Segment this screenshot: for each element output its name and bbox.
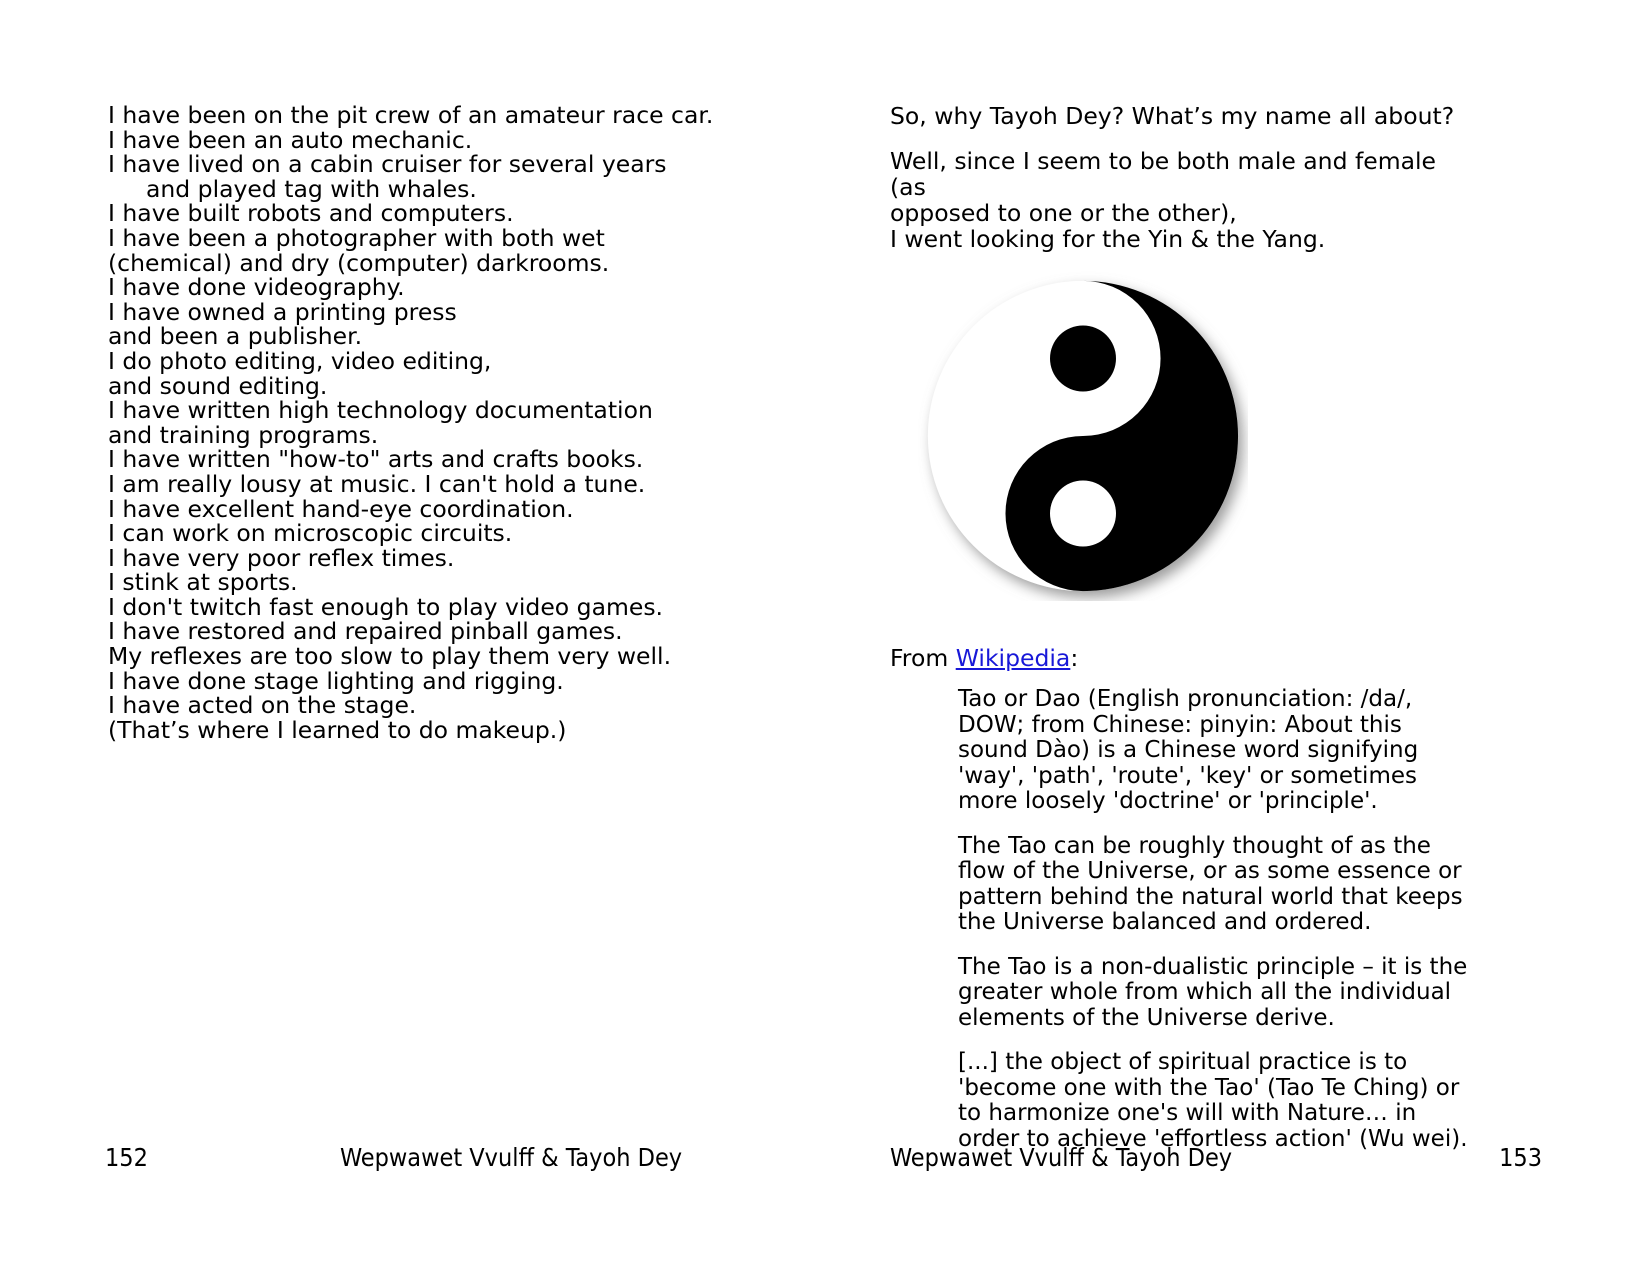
quote-paragraph: Tao or Dao (English pronunciation: /da/, DOW; from Chinese: pinyin: About this sound Dào) is a Chinese word signifying 'way', 'path', 'route', 'key' or sometimes more loosely 'doctrine' or 'principle'.	[958, 686, 1419, 814]
verse-line: I stink at sports.	[108, 568, 298, 597]
verse-line: I have very poor reflex times.	[108, 543, 455, 572]
wikipedia-quote-block	[958, 687, 1478, 1152]
verse-line: My reflexes are too slow to play them very well.	[108, 642, 672, 671]
left-page-body	[108, 103, 748, 742]
verse-line: I have excellent hand-eye coordination.	[108, 494, 574, 523]
verse-line: I have been a photographer with both wet	[108, 223, 605, 252]
verse-line: I have done videography.	[108, 273, 405, 302]
wikipedia-link[interactable]: Wikipedia	[955, 644, 1071, 672]
left-running-title: Wepwawet Vvulff & Tayoh Dey	[340, 1143, 683, 1172]
intro-line: opposed to one or the other),	[890, 199, 1237, 227]
verse-line: I have owned a printing press	[108, 297, 457, 326]
verse-list	[108, 103, 748, 742]
verse-line: I have written high technology documentation	[108, 396, 653, 425]
verse-line: and been a publisher.	[108, 322, 363, 351]
verse-line: I have restored and repaired pinball games.	[108, 617, 623, 646]
verse-line: I have built robots and computers.	[108, 199, 514, 228]
verse-line: I have been an auto mechanic.	[108, 125, 473, 154]
verse-line: (chemical) and dry (computer) darkrooms.	[108, 248, 610, 277]
verse-line: and sound editing.	[108, 371, 328, 400]
verse-line: and played tag with whales.	[146, 174, 477, 203]
right-page-number: 153	[1499, 1143, 1542, 1172]
source-prefix: From	[890, 644, 956, 672]
verse-line: I am really lousy at music. I can't hold a tune.	[108, 469, 646, 498]
right-page-body	[890, 103, 1470, 1171]
source-attribution	[890, 645, 1470, 671]
verse-line: I have acted on the stage.	[108, 691, 417, 720]
intro-paragraph	[890, 148, 1470, 252]
intro-line: I went looking for the Yin & the Yang.	[890, 225, 1326, 253]
quote-paragraph: [...] the object of spiritual practice is to 'become one with the Tao' (Tao Te Ching) or to harmonize one's will with Nature… in order to achieve 'effortless action' (Wu wei).	[958, 1049, 1468, 1152]
quote-paragraph: The Tao is a non-dualistic principle – it is the greater whole from which all the individual elements of the Universe derive.	[958, 953, 1468, 1031]
intro-paragraphs	[890, 103, 1470, 252]
intro-paragraph	[890, 103, 1470, 129]
verse-line: I have written "how-to" arts and crafts books.	[108, 445, 644, 474]
page-footer	[0, 1143, 1649, 1193]
verse-line: I have been on the pit crew of an amateur race car.	[108, 101, 714, 129]
verse-line: I can work on microscopic circuits.	[108, 519, 513, 548]
source-suffix: :	[1070, 644, 1079, 672]
verse-line: I have lived on a cabin cruiser for several years	[108, 150, 667, 179]
verse-line: I don't twitch fast enough to play video games.	[108, 592, 664, 621]
verse-line: I do photo editing, video editing,	[108, 346, 492, 375]
right-running-title: Wepwawet Vvulff & Tayoh Dey	[890, 1143, 1233, 1172]
quote-paragraph: The Tao can be roughly thought of as the flow of the Universe, or as some essence or pattern behind the natural world that keeps the Universe balanced and ordered.	[958, 832, 1463, 935]
verse-line: and training programs.	[108, 420, 379, 449]
yin-yang-figure	[918, 271, 1258, 611]
left-page-number: 152	[105, 1143, 148, 1172]
verse-line: (That’s where I learned to do makeup.)	[108, 715, 567, 744]
yin-yang-icon	[918, 271, 1248, 601]
intro-line: So, why Tayoh Dey? What’s my name all about?	[890, 102, 1455, 130]
verse-line: I have done stage lighting and rigging.	[108, 666, 564, 695]
intro-line: Well, since I seem to be both male and female (as	[890, 147, 1436, 201]
